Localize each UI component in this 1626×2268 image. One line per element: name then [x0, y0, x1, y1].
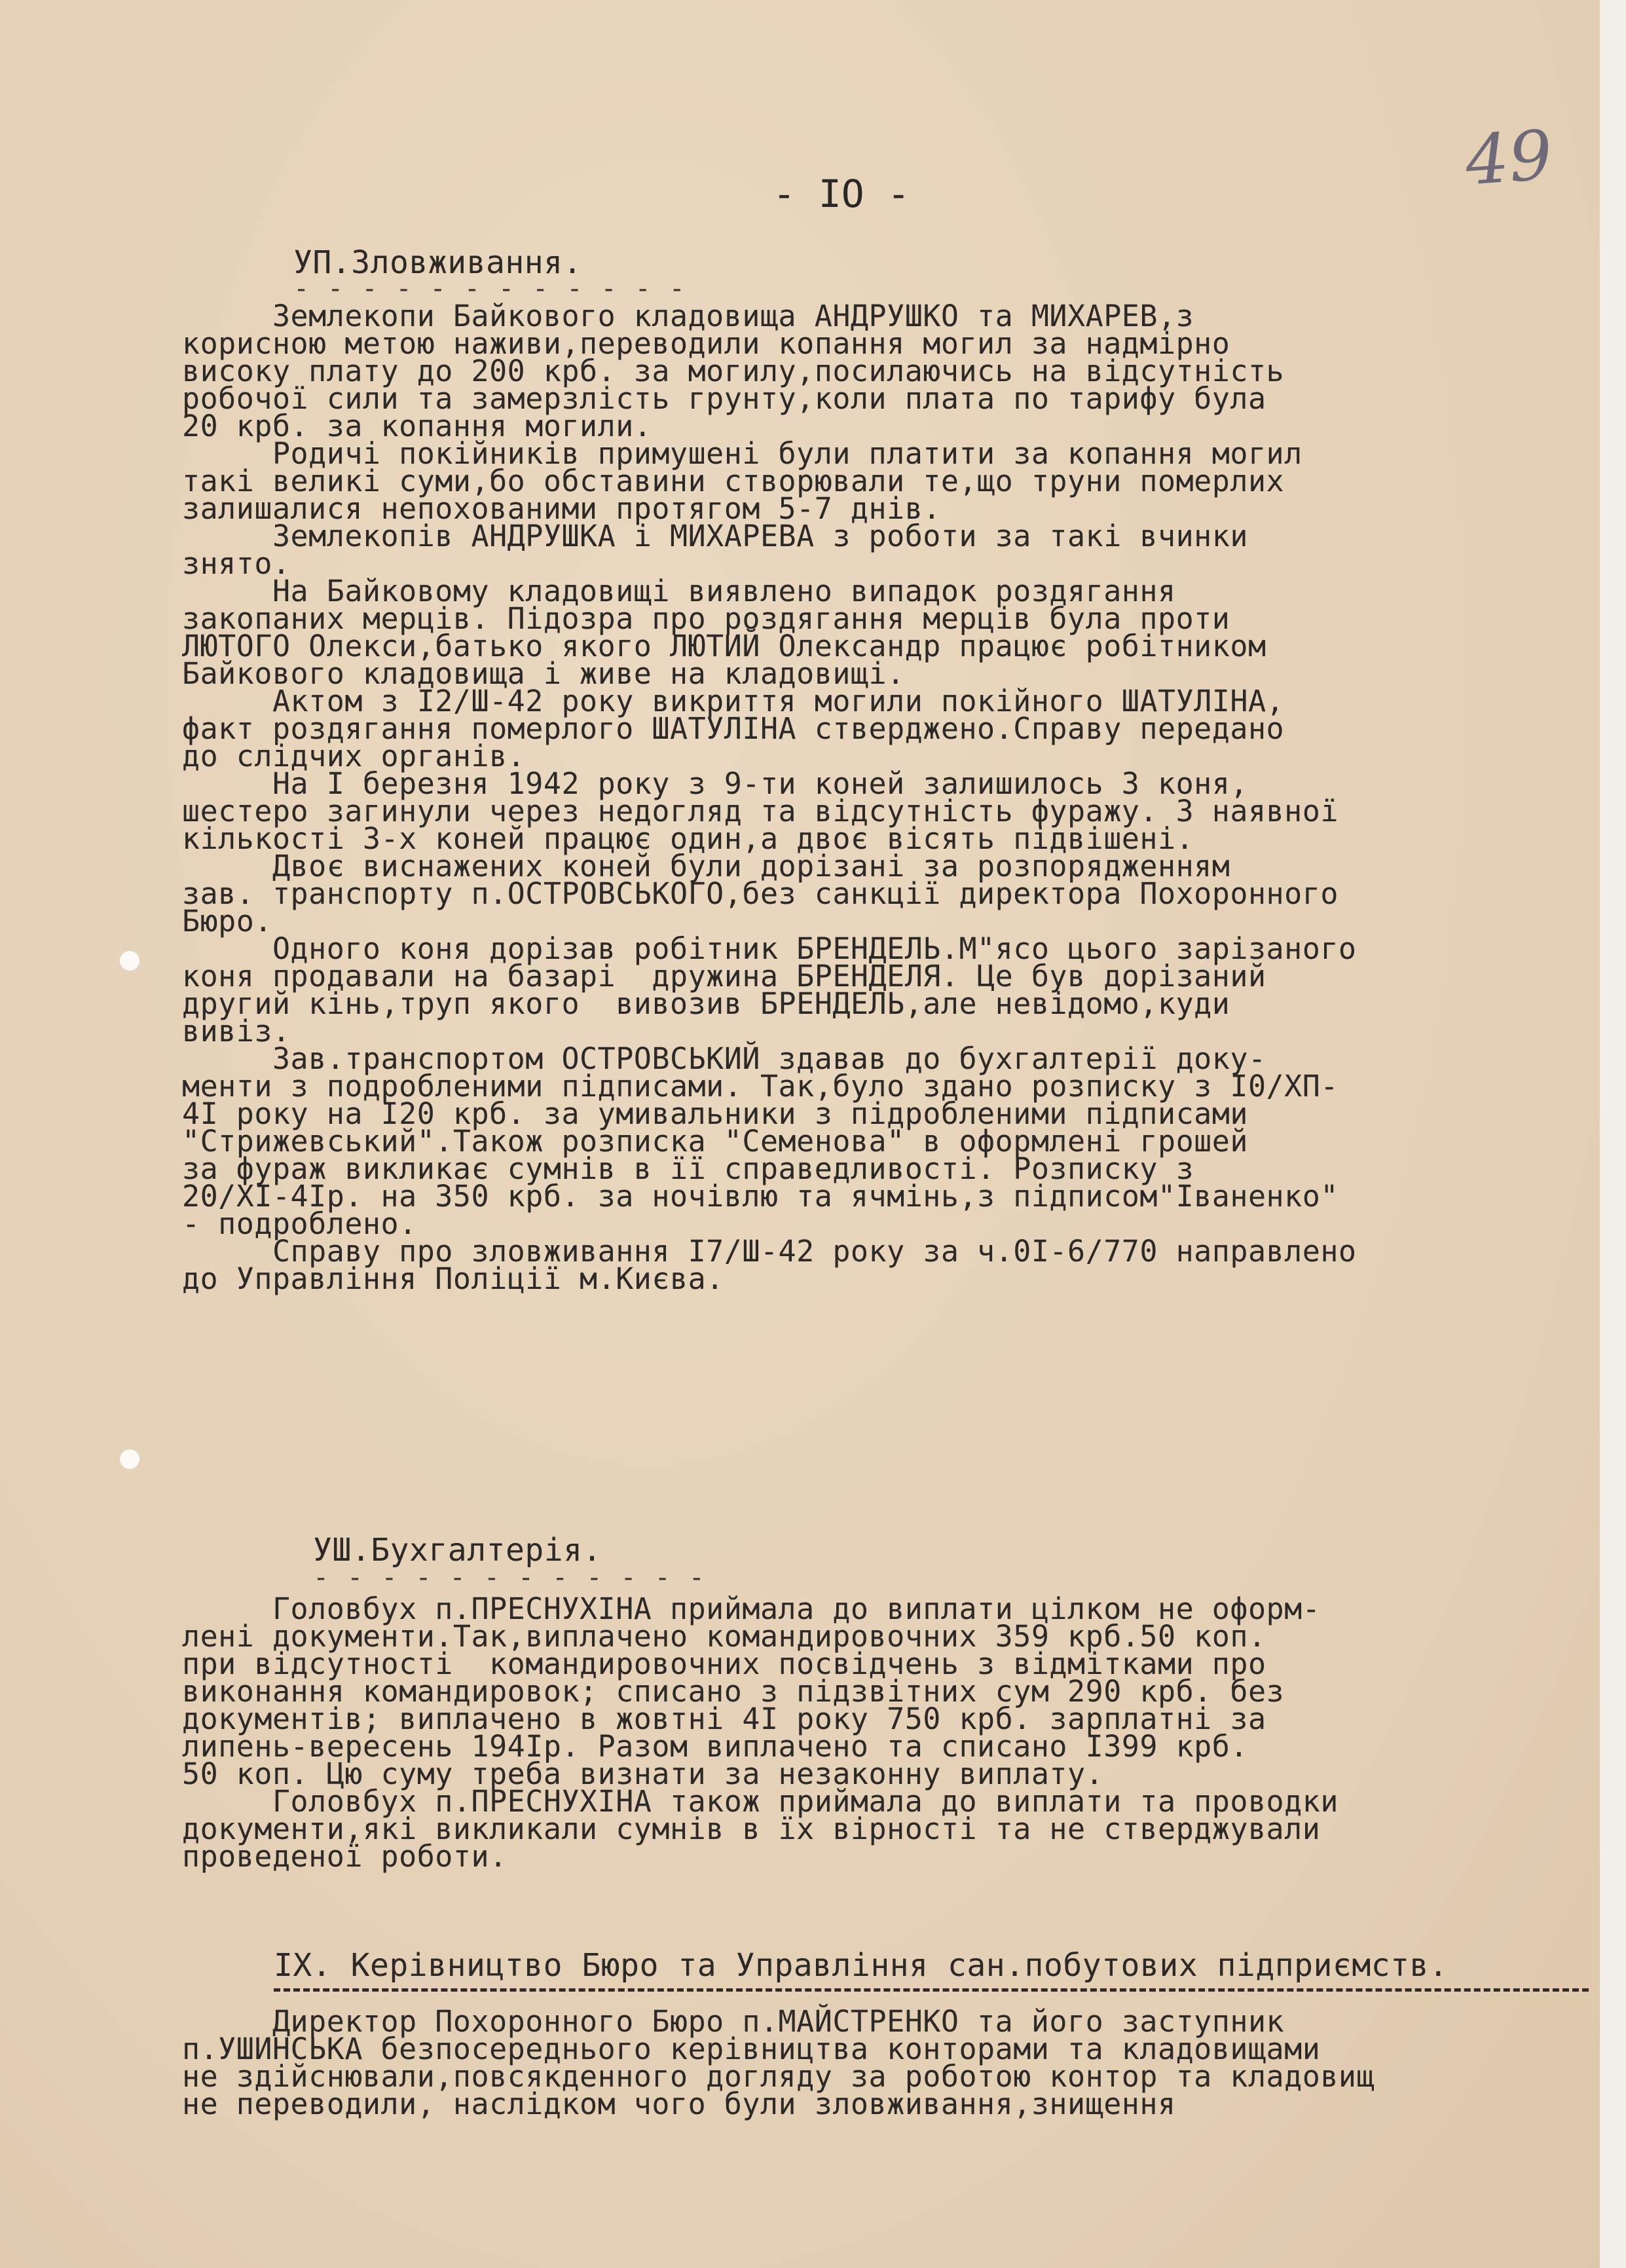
text-line: не здійснювали,повсякденного догляду за роботою контор та кладовищ	[182, 2059, 1375, 2094]
punch-hole	[120, 1449, 139, 1469]
text-line: Зав.транспортом ОСТРОВСЬКИЙ здавав до бухгалтерії доку-	[182, 1041, 1266, 1076]
text-line: 50 коп. Цю суму треба визнати за незаконну виплату.	[182, 1757, 1104, 1791]
text-line: проведеної роботи.	[182, 1839, 508, 1874]
heading-underline: - - - - - - - - - - - -	[313, 1563, 706, 1593]
section-heading: УП.Зловживання.	[293, 244, 582, 281]
text-line: На Байковому кладовищі виявлено випадок роздягання	[182, 574, 1176, 608]
text-line: Двоє виснажених коней були дорізані за розпорядженням	[182, 849, 1230, 883]
text-line: На I березня 1942 року з 9-ти коней залишилось 3 коня,	[182, 766, 1248, 801]
text-line: факт роздягання померлого ШАТУЛІНА стверджено.Справу передано	[182, 711, 1285, 746]
text-line: залишалися непохованими протягом 5-7 днів.	[182, 491, 941, 526]
text-line: зав. транспорту п.ОСТРОВСЬКОГО,без санкції директора Похоронного	[182, 876, 1339, 911]
text-line: вивіз.	[182, 1014, 291, 1049]
text-line: корисною метою наживи,переводили копання могил за надмірно	[182, 326, 1230, 361]
text-line: коня продавали на базарі дружина БРЕНДЕЛЯ. Це був дорізаний	[182, 959, 1266, 994]
section-heading: УШ.Бухгалтерія.	[313, 1532, 602, 1569]
punch-hole	[120, 951, 139, 971]
text-line: такі великі суми,бо обставини створювали те,що труни померлих	[182, 464, 1285, 498]
text-line: 20 крб. за копання могили.	[182, 409, 652, 443]
text-line: знято.	[182, 546, 291, 581]
text-line: ЛЮТОГО Олекси,батько якого ЛЮТИЙ Олександр працює робітником	[182, 629, 1266, 663]
text-line: документів; виплачено в жовтні 4I року 750 крб. зарплатні за	[182, 1701, 1266, 1736]
text-line: високу плату до 200 крб. за могилу,посилаючись на відсутність	[182, 354, 1285, 388]
text-line: до Управління Поліції м.Києва.	[182, 1261, 724, 1296]
section-body	[182, 1591, 1610, 1874]
text-line: не переводили, наслідком чого були зловживання,знищення	[182, 2087, 1176, 2121]
text-line: - подроблено.	[182, 1206, 417, 1241]
text-line: Одного коня дорізав робітник БРЕНДЕЛЬ.М"ясо цього зарізаного	[182, 931, 1357, 966]
text-line: шестеро загинули через недогляд та відсутність фуражу. З наявної	[182, 794, 1339, 828]
text-line: Головбух п.ПРЕСНУХІНА також приймала до виплати та проводки	[182, 1784, 1339, 1819]
section-body	[182, 299, 1610, 1296]
section-body	[182, 2004, 1610, 2121]
text-line: до слідчих органів.	[182, 739, 526, 773]
page-number: - IO -	[773, 172, 910, 216]
text-line: при відсутності командировочних посвідчень з відмітками про	[182, 1646, 1266, 1681]
text-line: документи,які викликали сумнів в їх вірності та не стверджували	[182, 1812, 1321, 1846]
text-line: "Стрижевський".Також розписка "Семенова" в оформлені грошей	[182, 1124, 1248, 1159]
heading-underline	[274, 1988, 1589, 1992]
text-line: Родичі покійників примушені були платити за копання могил	[182, 436, 1303, 471]
text-line: 20/XI-4Iр. на 350 крб. за ночівлю та ячмінь,з підписом"Іваненко"	[182, 1179, 1339, 1214]
text-line: Байкового кладовища і живе на кладовищі.	[182, 656, 905, 691]
text-line: виконання командировок; списано з підзвітних сум 290 крб. без	[182, 1674, 1285, 1709]
folio-number: 49	[1462, 115, 1555, 201]
text-line: Землекопи Байкового кладовища АНДРУШКО та МИХАРЕВ,з	[182, 299, 1194, 333]
text-line: п.УШИНСЬКА безпосереднього керівництва конторами та кладовищами	[182, 2032, 1321, 2066]
text-line: Бюро.	[182, 904, 272, 939]
section-heading: IX. Керівництво Бюро та Управління сан.побутових підприємств.	[274, 1947, 1449, 1984]
text-line: менти з подробленими підписами. Так,було здано розписку з I0/ХП-	[182, 1069, 1339, 1104]
text-line: за фураж викликає сумнів в її справедливості. Розписку з	[182, 1151, 1194, 1186]
text-line: лені документи.Так,виплачено командировочних 359 крб.50 коп.	[182, 1619, 1266, 1654]
text-line: липень-вересень 194Iр. Разом виплачено та списано I399 крб.	[182, 1729, 1248, 1764]
text-line: робочої сили та замерзлість грунту,коли плата по тарифу була	[182, 381, 1266, 416]
heading-underline: - - - - - - - - - - - -	[293, 274, 686, 304]
text-line: 4I року на I20 крб. за умивальники з підробленими підписами	[182, 1096, 1248, 1131]
text-line: закопаних мерців. Підозра про роздягання мерців була проти	[182, 601, 1230, 636]
text-line: Головбух п.ПРЕСНУХІНА приймала до виплати цілком не оформ-	[182, 1591, 1321, 1626]
text-line: Директор Похоронного Бюро п.МАЙСТРЕНКО та його заступник	[182, 2004, 1285, 2039]
text-line: Землекопів АНДРУШКА і МИХАРЕВА з роботи за такі вчинки	[182, 519, 1248, 553]
text-line: другий кінь,труп якого вивозив БРЕНДЕЛЬ,але невідомо,куди	[182, 986, 1230, 1021]
text-line: кількості 3-х коней працює один,а двоє вісять підвішені.	[182, 821, 1194, 856]
text-line: Справу про зловживання I7/Ш-42 року за ч.0I-6/770 направлено	[182, 1234, 1357, 1269]
text-line: Актом з I2/Ш-42 року викриття могили покійного ШАТУЛІНА,	[182, 684, 1285, 718]
